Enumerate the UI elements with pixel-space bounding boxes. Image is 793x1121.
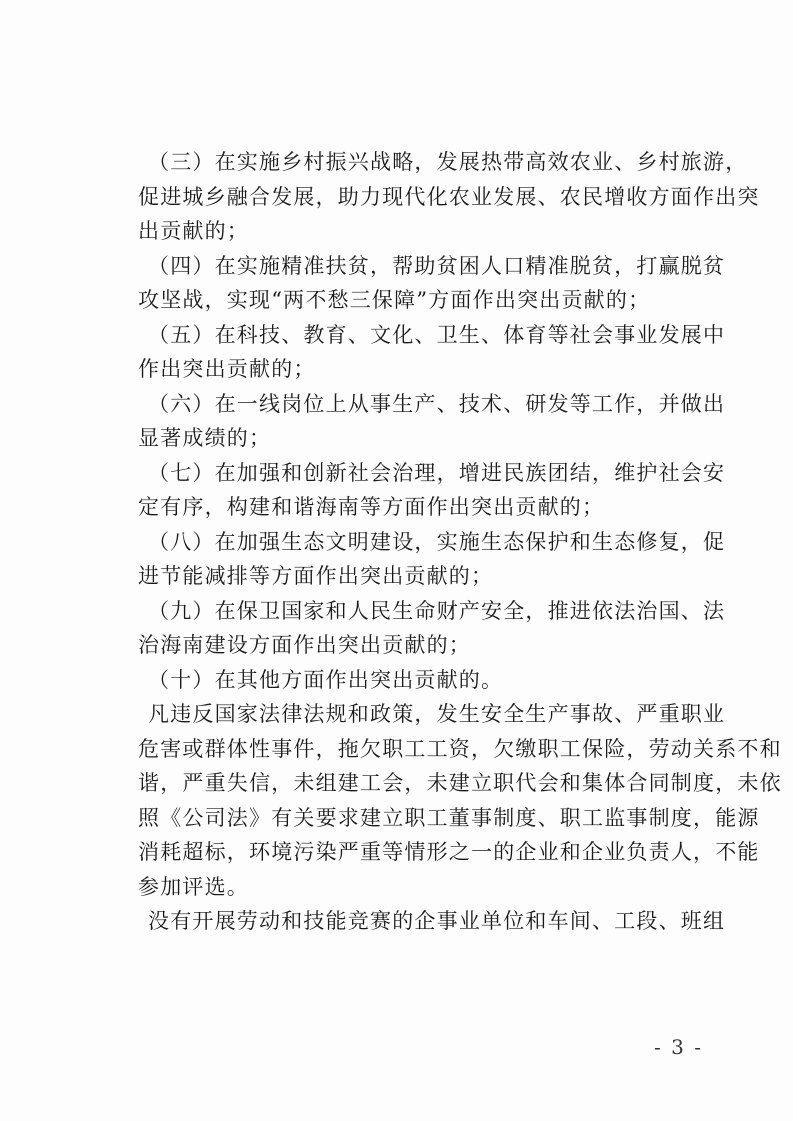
text-line: 凡违反国家法律法规和政策，发生安全生产事故、严重职业 <box>148 702 726 726</box>
text-line: 治海南建设方面作出突出贡献的； <box>138 633 471 657</box>
text-line: 参加评选。 <box>138 874 249 899</box>
text-line: （八）在加强生态文明建设，实施生态保护和生态修复，促 <box>148 529 726 554</box>
paragraph <box>138 145 760 249</box>
document-body <box>138 145 782 939</box>
paragraph <box>138 318 726 387</box>
text-line: （七）在加强和创新社会治理，增进民族团结，维护社会安 <box>148 460 726 485</box>
text-line: 定有序，构建和谐海南等方面作出突出贡献的； <box>138 495 605 519</box>
text-line: 进节能减排等方面作出突出贡献的； <box>138 564 494 588</box>
text-line: （六）在一线岗位上从事生产、技术、研发等工作，并做出 <box>148 391 726 416</box>
text-line: （四）在实施精准扶贫，帮助贫困人口精准脱贫，打赢脱贫 <box>148 253 726 278</box>
text-line: （三）在实施乡村振兴战略，发展热带高效农业、乡村旅游， <box>148 150 748 174</box>
paragraph <box>138 904 726 939</box>
paragraph <box>138 594 726 663</box>
text-line: 消耗超标，环境污染严重等情形之一的企业和企业负责人，不能 <box>138 840 760 864</box>
text-line: 促进城乡融合发展，助力现代化农业发展、农民增收方面作出突 <box>138 184 760 209</box>
page-number: - 3 - <box>654 1035 703 1059</box>
paragraph <box>138 663 698 698</box>
text-line: 危害或群体性事件，拖欠职工工资，欠缴职工保险，劳动关系不和 <box>138 736 782 761</box>
text-line: （九）在保卫国家和人民生命财产安全，推进依法治国、法 <box>148 598 726 623</box>
paragraph <box>138 697 782 904</box>
paragraph <box>138 387 726 456</box>
text-line: 没有开展劳动和技能竞赛的企事业单位和车间、工段、班组 <box>148 909 726 933</box>
paragraph <box>138 525 726 594</box>
text-line: 谐，严重失信，未组建工会，未建立职代会和集体合同制度，未依 <box>138 771 782 795</box>
text-line: 出贡献的； <box>138 219 249 243</box>
text-line: （五）在科技、教育、文化、卫生、体育等社会事业发展中 <box>148 322 726 347</box>
text-line: 照《公司法》有关要求建立职工董事制度、职工监事制度，能源 <box>138 805 760 830</box>
text-line: （十）在其他方面作出突出贡献的。 <box>148 667 504 692</box>
text-line: 攻坚战，实现“两不愁三保障”方面作出突出贡献的； <box>138 288 651 312</box>
text-line: 显著成绩的； <box>138 426 272 450</box>
text-line: 作出突出贡献的； <box>138 357 316 381</box>
paragraph <box>138 249 726 318</box>
paragraph <box>138 456 726 525</box>
